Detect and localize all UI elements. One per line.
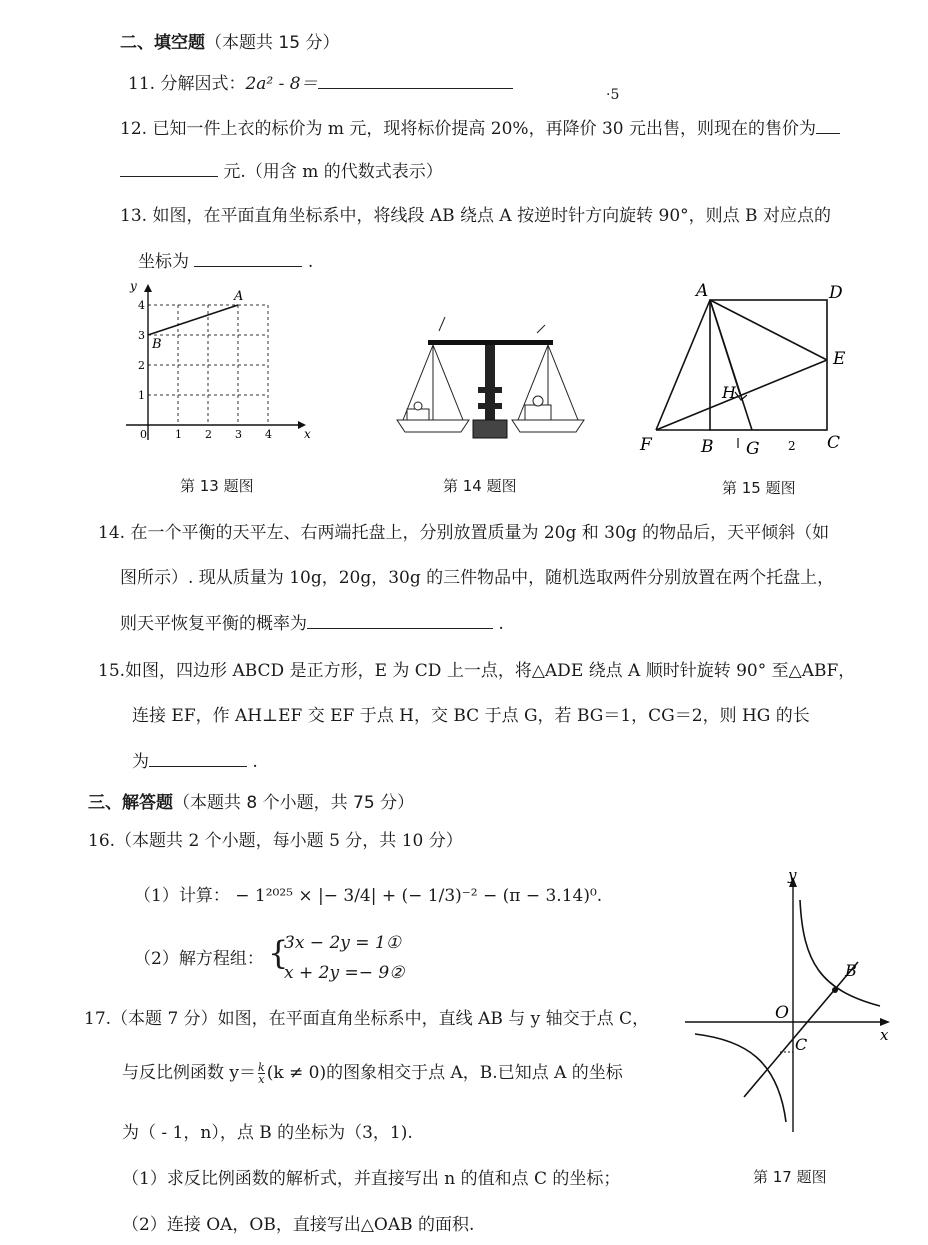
figure-15-square [630, 278, 860, 463]
question-16-part1: （1）计算： − 1²⁰²⁵ × |− 3/4| + (− 1/3)⁻² − (π − 3.14)⁰. [134, 886, 603, 906]
figure-17-inverse-function [680, 872, 900, 1142]
y-tick-label: 3 [138, 329, 145, 342]
equation-1: 3x − 2y = 1① [284, 933, 401, 953]
question-13-line2: 坐标为 . [138, 252, 314, 272]
point-h-label: H [722, 383, 736, 402]
origin-label: O [775, 1003, 789, 1023]
question-14-line1: 14. 在一个平衡的天平左、右两端托盘上，分别放置质量为 20g 和 30g 的物品后，天平倾斜（如 [98, 523, 830, 543]
question-16-header: 16.（本题共 2 个小题，每小题 5 分，共 10 分） [88, 831, 463, 851]
point-a-label: A [696, 281, 709, 301]
x-axis-label: x [304, 427, 311, 441]
figure-13-coordinate-grid [118, 280, 318, 460]
point-b-label: B [845, 961, 857, 980]
x-tick-label: 3 [235, 428, 242, 441]
figure-15-caption: 第 15 题图 [722, 479, 796, 497]
answer-blank-11[interactable] [318, 72, 513, 89]
question-17-line3: 为（ - 1，n），点 B 的坐标为（3，1). [122, 1123, 413, 1143]
question-14-line2: 图所示）. 现从质量为 10g，20g，30g 的三件物品中，随机选取两件分别放置在两个托盘上， [120, 568, 835, 588]
point-b-label: B [701, 437, 714, 457]
point-f-label: F [640, 435, 652, 455]
answer-blank-12[interactable] [120, 160, 218, 177]
answer-blank-14[interactable] [307, 612, 493, 629]
fraction-denominator: x [258, 1073, 265, 1086]
question-17-line1: 17.（本题 7 分）如图，在平面直角坐标系中，直线 AB 与 y 轴交于点 C， [84, 1009, 650, 1029]
y-tick-label: 4 [138, 299, 145, 312]
question-17-part1: （1）求反比例函数的解析式，并直接写出 n 的值和点 C 的坐标； [122, 1169, 621, 1189]
answer-blank-15[interactable] [149, 750, 247, 767]
fraction-numerator: k [258, 1061, 265, 1074]
x-tick-label: 2 [205, 428, 212, 441]
question-15-line1: 15.如图，四边形 ABCD 是正方形，E 为 CD 上一点，将△ADE 绕点 A 顺时针旋转 90° 至△ABF， [98, 661, 856, 681]
x-tick-label: 4 [265, 428, 272, 441]
section-3-title: 三、解答题（本题共 8 个小题，共 75 分） [88, 793, 415, 813]
answer-blank-13[interactable] [194, 250, 302, 267]
y-axis-label: y [130, 280, 137, 293]
section-2-title: 二、填空题（本题共 15 分） [120, 33, 340, 53]
stray-mark: ·5 [606, 87, 620, 103]
question-17-part2: （2）连接 OA，OB，直接写出△OAB 的面积. [122, 1215, 475, 1235]
figure-14-balance-scale [385, 295, 585, 445]
question-17-line2: 与反比例函数 y＝ $\frac{k}{x}$ (k ≠ 0)的图象相交于点 A，B.已知点 A 的坐标 [122, 1061, 623, 1086]
point-b-label: B [152, 337, 162, 352]
figure-13-caption: 第 13 题图 [180, 477, 254, 495]
question-15-line3: 为 . [132, 752, 258, 772]
x-axis-label: x [880, 1026, 889, 1044]
question-13-line1: 13. 如图，在平面直角坐标系中，将线段 AB 绕点 A 按逆时针方向旋转 90°，则点 B 对应点的 [120, 206, 831, 226]
length-mark: 2 [788, 439, 796, 453]
figure-17-caption: 第 17 题图 [753, 1168, 827, 1186]
x-tick-label: 0 [140, 428, 147, 441]
point-g-label: G [746, 439, 760, 459]
equation-2: x + 2y =− 9② [284, 963, 405, 983]
y-axis-label: y [788, 872, 797, 884]
x-tick-label: 1 [175, 428, 182, 441]
question-15-line2: 连接 EF，作 AH⊥EF 交 EF 于点 H，交 BC 于点 G，若 BG＝1，CG＝2，则 HG 的长 [132, 706, 810, 726]
y-tick-label: 2 [138, 359, 145, 372]
question-14-line3: 则天平恢复平衡的概率为 . [120, 614, 504, 634]
point-c-label: C [827, 433, 841, 453]
point-c-label: C [795, 1035, 808, 1054]
question-12-line1: 12. 已知一件上衣的标价为 m 元，现将标价提高 20%，再降价 30 元出售，则现在的售价为 [120, 117, 840, 140]
point-d-label: D [829, 283, 843, 303]
question-11: 11. 分解因式：2a² - 8＝ [128, 72, 513, 95]
figure-14-caption: 第 14 题图 [443, 477, 517, 495]
question-12-line2: 元.（用含 m 的代数式表示） [120, 160, 443, 183]
point-a-label: A [234, 289, 244, 304]
point-e-label: E [833, 349, 846, 369]
equation-brace: { [268, 934, 289, 972]
question-16-part2-label: （2）解方程组： [134, 949, 264, 969]
y-tick-label: 1 [138, 389, 145, 402]
